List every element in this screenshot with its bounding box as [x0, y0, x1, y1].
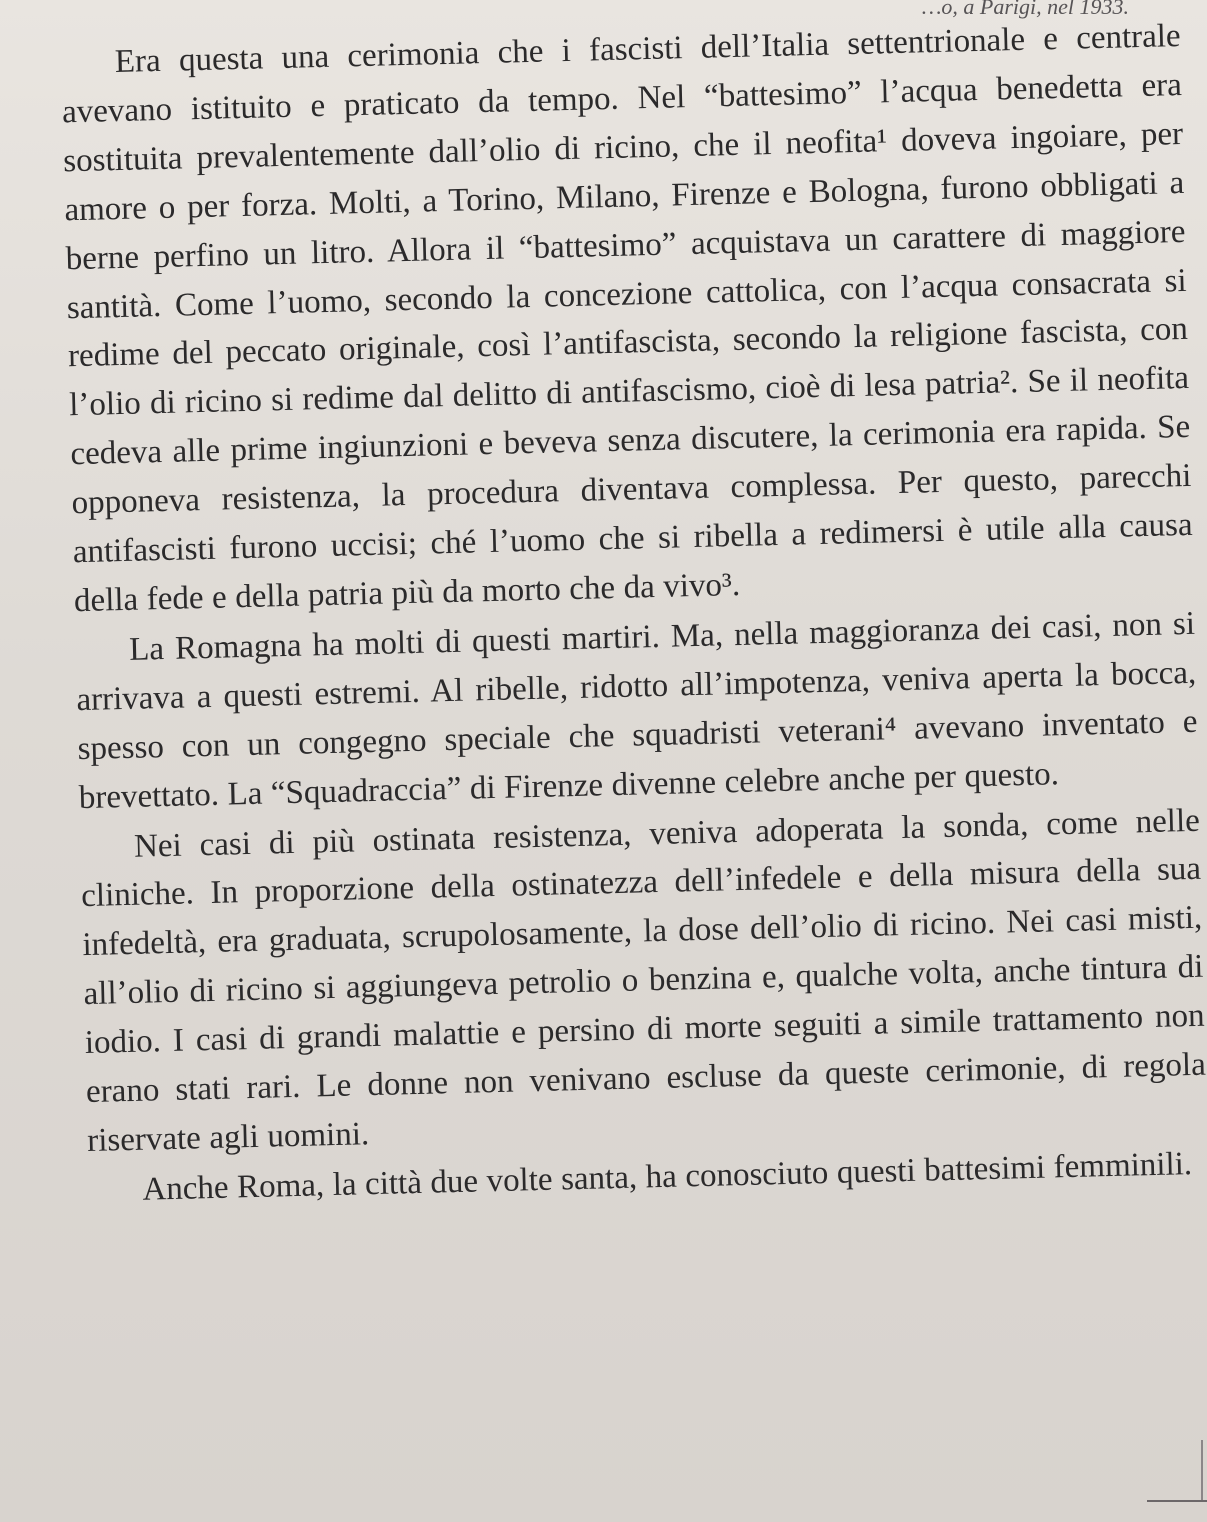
page-edge-rule	[1147, 1500, 1207, 1502]
running-header: …o, a Parigi, nel 1933.	[921, 0, 1129, 19]
paragraph-1: Era questa una cerimonia che i fascisti dell’Italia settentrionale e centrale avevano istituito e praticato da tempo. Nel “battesimo” l’acqua benedetta era sostituita prevalentemente dall’olio di ricino, che il neofita¹ doveva ingoiare, per amore o per forza. Molti, a Torino, Milano, Firenze e Bologna, furono obbligati a berne perfino un litro. Allora il “battesimo” acquistava un carattere di maggiore santità. Come l’uomo, secondo la concezione cattolica, con l’acqua consacrata si redime del peccato originale, così l’antifascista, secondo la religione fascista, con l’olio di ricino si redime dal delitto di antifascismo, cioè di lesa patria². Se il neofita cedeva alle prime ingiunzioni e beveva senza discutere, la cerimonia era rapida. Se opponeva resistenza, la procedura diventava complessa. Per questo, parecchi antifascisti furono uccisi; ché l’uomo che si ribella a redimersi è utile alla causa della fede e della patria più da morto che da vivo³.	[61, 17, 1193, 620]
body-text	[60, 12, 1207, 1216]
paragraph-2: La Romagna ha molti di questi martiri. Ma, nella maggioranza dei casi, non si arrivava a questi estremi. Al ribelle, ridotto all’impotenza, veniva aperta la bocca, spesso con un congegno speciale che squadristi veterani⁴ avevano inventato e brevettato. La “Squadraccia” di Firenze divenne celebre anche per questo.	[76, 605, 1198, 816]
page-edge-vertical-rule	[1201, 1440, 1203, 1500]
paragraph-3: Nei casi di più ostinata resistenza, veniva adoperata la sonda, come nelle cliniche. In proporzione della ostinatezza dell’infedele e della misura della sua infedeltà, era graduata, scrupolosamente, la dose dell’olio di ricino. Nei casi misti, all’olio di ricino si aggiungeva petrolio o benzina e, qualche volta, anche tintura di iodio. I casi di grandi malattie e persino di morte seguiti a simile trattamento non erano stati rari. Le donne non venivano escluse da queste cerimonie, di regola riservate agli uomini.	[80, 802, 1207, 1159]
paragraph-4: Anche Roma, la città due volte santa, ha conosciuto questi battesimi femminili.	[142, 1145, 1193, 1208]
